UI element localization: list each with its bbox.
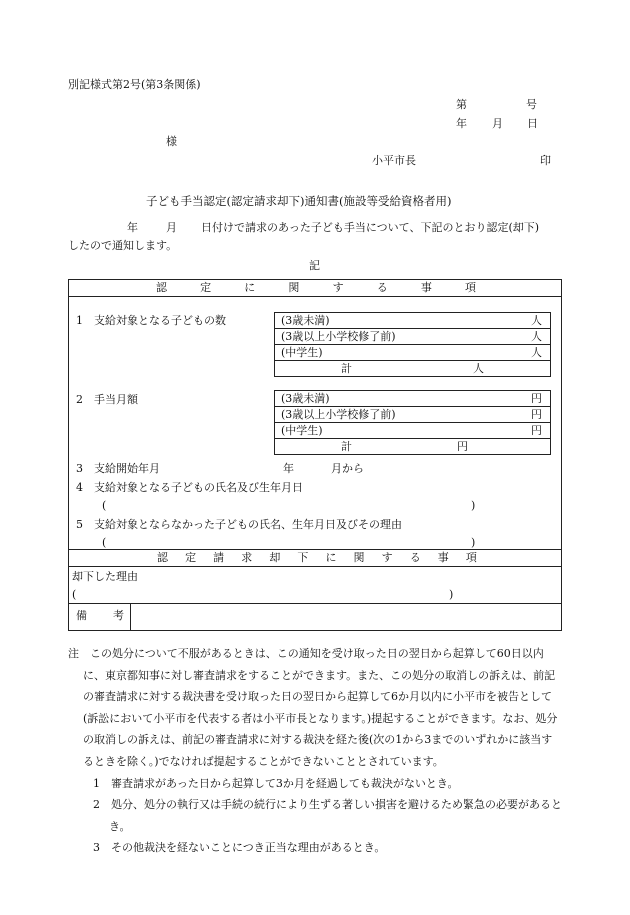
item5-paren-close: ) [471, 536, 476, 549]
rejection-paren-open: ( [72, 588, 77, 601]
intro-month: 月 [166, 221, 177, 234]
heading-char: る [376, 281, 388, 294]
count-row-preschool [275, 329, 550, 345]
heading-char: 項 [465, 551, 477, 564]
row-unit: 人 [531, 314, 542, 327]
document-number-prefix: 第 [456, 98, 467, 111]
item2-label: 手当月額 [94, 393, 138, 406]
row-label: (3歳以上小学校修了前) [281, 408, 396, 421]
heading-char: す [332, 281, 344, 294]
item4-label: 支給対象となる子どもの氏名及び生年月日 [94, 481, 303, 494]
rejection-header [157, 551, 477, 565]
count-row-under3 [275, 313, 550, 329]
ki-heading: 記 [309, 259, 320, 272]
heading-char: に [325, 551, 337, 564]
rejection-reason-label: 却下した理由 [72, 570, 138, 583]
heading-char: す [381, 551, 393, 564]
note-item-2: 2 処分、処分の執行又は手続の続行により生ずる著しい損害を避けるため緊急の必要があるとき。 [93, 798, 562, 833]
row-label: (中学生) [281, 424, 323, 437]
date-year: 年 [456, 117, 467, 130]
seal-mark: 印 [540, 154, 551, 167]
intro-text-line1: 日付けで請求のあった子ども手当について、下記のとおり認定(却下) [201, 221, 540, 234]
addressee-suffix: 様 [166, 135, 177, 148]
date-month: 月 [492, 117, 503, 130]
heading-char: 求 [241, 551, 253, 564]
item1-label: 支給対象となる子どもの数 [94, 314, 226, 327]
heading-char: 請 [213, 551, 225, 564]
total-label: 計 [341, 362, 352, 375]
intro-text-line2: したので通知します。 [68, 239, 178, 252]
heading-char: 認 [157, 551, 168, 564]
item4-number: 4 [76, 481, 83, 494]
row-unit: 円 [531, 408, 542, 421]
row-label: (3歳未満) [281, 314, 330, 327]
heading-char: 認 [156, 281, 167, 294]
row-unit: 人 [531, 330, 542, 343]
heading-char: 却 [269, 551, 281, 564]
remarks-label [76, 609, 124, 623]
document-number-suffix: 号 [526, 98, 537, 111]
heading-char: 関 [288, 281, 300, 294]
heading-char: 関 [353, 551, 365, 564]
intro-year: 年 [127, 221, 138, 234]
item3-label: 支給開始年月 [94, 462, 160, 475]
row-label: (3歳未満) [281, 392, 330, 405]
item4-paren-close: ) [471, 499, 476, 512]
row-unit: 円 [531, 424, 542, 437]
issuer-name: 小平市長 [372, 154, 416, 167]
amount-row-total [275, 439, 550, 455]
note-item-3: 3 その他裁決を経ないことにつき正当な理由があるとき。 [93, 841, 386, 855]
item3-month: 月から [331, 462, 364, 475]
heading-char: 定 [185, 551, 197, 564]
monthly-amount-box [274, 390, 551, 455]
item3-number: 3 [76, 462, 83, 475]
child-count-box [274, 312, 551, 377]
total-label: 計 [341, 440, 352, 453]
note-lead: 注 この処分について不服があるときは、この通知を受け取った日の翌日から起算して60日以内に、東京都知事に対し審査請求をすることができます。また、この処分の取消しの訴えは、前記の審査請求に対する裁決書を受け取った日の翌日から起算して6か月以内に小平市を被告として(訴訟において小平市を代表する者は小平市長となります。)提起することができます。なお、処分の取消しの訴えは、前記の審査請求に対する裁決を経た後(次の1から3までのいずれかに該当するときを除く。)でなければ提起することができないこととされています。 [68, 647, 558, 768]
heading-char: 考 [113, 609, 124, 622]
item4-paren-open: ( [102, 499, 107, 512]
rejection-paren-close: ) [449, 588, 454, 601]
row-unit: 人 [531, 346, 542, 359]
total-unit: 円 [457, 440, 468, 453]
remarks-divider [130, 603, 131, 630]
heading-char: 項 [464, 281, 476, 294]
amount-row-junior-high [275, 423, 550, 439]
heading-char: 下 [297, 551, 309, 564]
heading-char: 事 [437, 551, 449, 564]
item2-number: 2 [76, 393, 83, 406]
row-unit: 円 [531, 392, 542, 405]
row-label: (中学生) [281, 346, 323, 359]
row-label: (3歳以上小学校修了前) [281, 330, 396, 343]
item1-number: 1 [76, 314, 83, 327]
count-row-junior-high [275, 345, 550, 361]
amount-row-under3 [275, 391, 550, 407]
table-rule [68, 549, 562, 550]
heading-char: 定 [200, 281, 212, 294]
item5-paren-open: ( [102, 536, 107, 549]
total-unit: 人 [473, 362, 484, 375]
approval-header [156, 281, 476, 295]
table-rule [68, 296, 562, 297]
amount-row-preschool [275, 407, 550, 423]
form-reference: 別記様式第2号(第3条関係) [68, 78, 201, 91]
heading-char: 備 [76, 609, 87, 622]
note-item-1: 1 審査請求があった日から起算して3か月を経過しても裁決がないとき。 [93, 776, 459, 790]
item5-label: 支給対象とならなかった子どもの氏名、生年月日及びその理由 [94, 518, 402, 531]
heading-char: に [244, 281, 256, 294]
heading-char: 事 [420, 281, 432, 294]
item5-number: 5 [76, 518, 83, 531]
appeal-note [68, 643, 562, 859]
date-day: 日 [527, 117, 538, 130]
table-rule [68, 566, 562, 567]
table-rule [68, 603, 562, 604]
count-row-total [275, 361, 550, 377]
document-title: 子ども手当認定(認定請求却下)通知書(施設等受給資格者用) [146, 194, 452, 208]
item3-year: 年 [283, 462, 294, 475]
heading-char: る [409, 551, 421, 564]
